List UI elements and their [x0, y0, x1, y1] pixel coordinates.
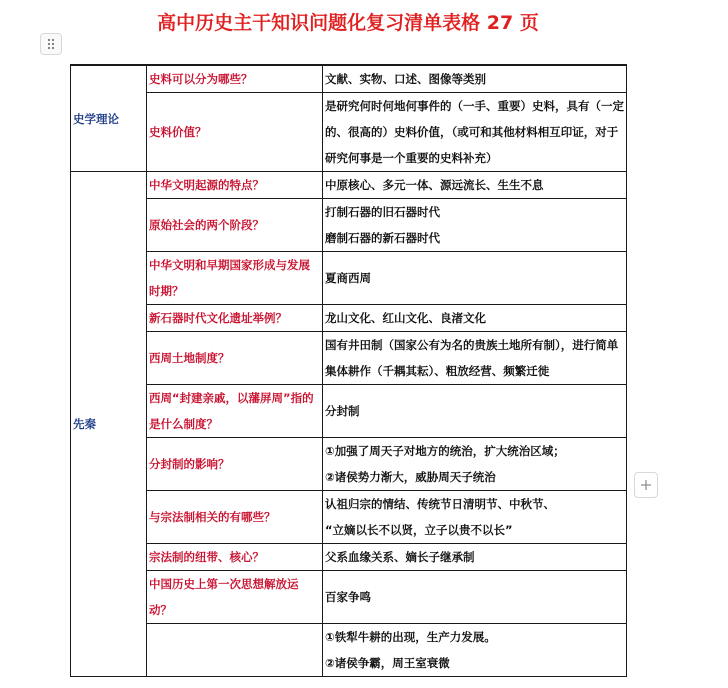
answer-cell [323, 385, 627, 438]
table-row [71, 305, 627, 332]
answer-cell [323, 199, 627, 252]
answer-line: 中原核心、多元一体、源远流长、生生不息 [325, 178, 544, 192]
table-row [71, 571, 627, 624]
question-cell: 中华文明和早期国家形成与发展时期？ [147, 252, 323, 305]
answer-cell [323, 624, 627, 677]
answer-line: 磨制石器的新石器时代 [325, 231, 440, 245]
answer-line: 打制石器的旧石器时代 [325, 205, 440, 219]
category-cell: 史学理论 [71, 65, 147, 172]
answer-line: ②诸侯争霸，周王室衰微 [325, 656, 450, 670]
question-cell: 宗法制的纽带、核心？ [147, 544, 323, 571]
answer-cell [323, 332, 627, 385]
table-row [71, 93, 627, 172]
answer-line: 父系血缘关系、嫡长子继承制 [325, 550, 475, 564]
answer-line: 分封制 [325, 404, 360, 418]
question-cell: 与宗法制相关的有哪些？ [147, 491, 323, 544]
answer-cell [323, 491, 627, 544]
document-title: 高中历史主干知识问题化复习清单表格 27 页 [157, 12, 539, 34]
question-cell: 史料可以分为哪些？ [147, 65, 323, 93]
question-cell: 分封制的影响？ [147, 438, 323, 491]
table-row [71, 385, 627, 438]
answer-line: 是研究何时何地何事件的（一手、重要）史料，具有（一定的、很高的）史料价值，（或可和其他材料相互印证，对于研究何事是一个重要的史料补充） [325, 99, 624, 165]
answer-cell [323, 93, 627, 172]
answer-line: 百家争鸣 [325, 590, 371, 604]
table-row [71, 252, 627, 305]
answer-cell [323, 65, 627, 93]
answer-cell [323, 252, 627, 305]
question-cell: 原始社会的两个阶段？ [147, 199, 323, 252]
answer-cell [323, 544, 627, 571]
table-row [71, 65, 627, 93]
plus-icon [640, 479, 652, 491]
question-cell: 中华文明起源的特点？ [147, 172, 323, 199]
drag-handle-icon [46, 38, 56, 50]
category-cell: 先秦 [71, 172, 147, 677]
answer-line: “立嫡以长不以贤，立子以贵不以长” [325, 523, 513, 537]
answer-line: 文献、实物、口述、图像等类别 [325, 72, 486, 86]
table-row [71, 438, 627, 491]
review-table [70, 64, 627, 677]
question-cell: 西周土地制度？ [147, 332, 323, 385]
table-row [71, 172, 627, 199]
question-cell: 新石器时代文化遗址举例？ [147, 305, 323, 332]
add-block-button[interactable] [634, 472, 658, 498]
answer-cell [323, 571, 627, 624]
answer-line: 认祖归宗的情结、传统节日清明节、中秋节、 [325, 497, 555, 511]
answer-cell [323, 305, 627, 332]
table-row [71, 332, 627, 385]
question-cell: 史料价值？ [147, 93, 323, 172]
answer-line: 国有井田制（国家公有为名的贵族土地所有制），进行简单集体耕作（千耦其耘）、粗放经营、频繁迁徙 [325, 338, 619, 378]
answer-line: 夏商西周 [325, 271, 371, 285]
question-cell: 西周“封建亲戚，以藩屏周”指的是什么制度？ [147, 385, 323, 438]
table-row [71, 491, 627, 544]
drag-handle-button[interactable] [40, 33, 62, 55]
question-cell [147, 624, 323, 677]
answer-cell [323, 172, 627, 199]
answer-line: ①加强了周天子对地方的统治，扩大统治区域； [325, 444, 565, 458]
answer-line: 龙山文化、红山文化、良渚文化 [325, 311, 486, 325]
answer-line: ②诸侯势力渐大，威胁周天子统治 [325, 470, 496, 484]
table-row [71, 199, 627, 252]
answer-cell [323, 438, 627, 491]
answer-line: ①铁犁牛耕的出现，生产力发展。 [325, 630, 496, 644]
table-row [71, 624, 627, 677]
table-row [71, 544, 627, 571]
question-cell: 中国历史上第一次思想解放运动？ [147, 571, 323, 624]
